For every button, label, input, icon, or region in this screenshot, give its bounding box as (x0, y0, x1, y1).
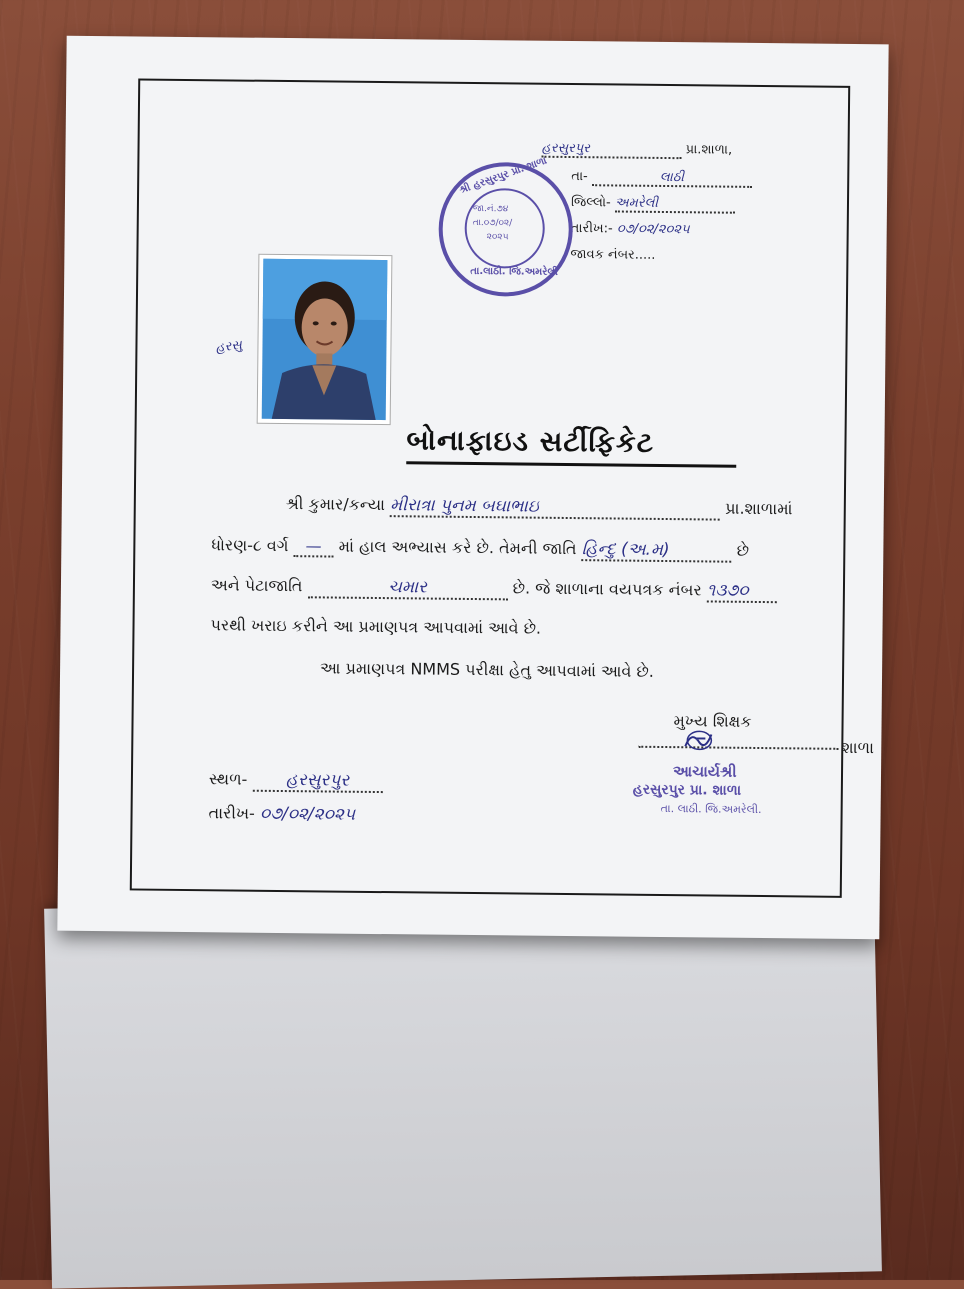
caste-value: હિન્દુ (અ.મ) (582, 539, 732, 563)
taluka-line (571, 169, 752, 188)
certificate-title: બોનાફાઇડ સર્ટીફિકેટ (406, 423, 655, 459)
head-teacher-title: મુખ્ય શિક્ષક (673, 711, 752, 731)
head-teacher-signature (681, 728, 721, 752)
studying-text: માં હાલ અભ્યાસ કરે છે. તેમની જાતિ (338, 536, 577, 559)
stamp-ring-top-text: શ્રી હરસુરપુર પ્રા. શાળા (458, 155, 549, 197)
body-line-5: આ પ્રમાણપત્ર NMMS પરીક્ષા હેતુ આપવામાં આવે છે. (320, 658, 655, 681)
student-photo-image (258, 255, 392, 424)
paper-lower-fold (44, 891, 882, 1288)
taluka-label: તા- (571, 169, 588, 185)
photo-attestation-signature: હરસુ (214, 337, 243, 357)
taluka-value: લાઠી (592, 169, 752, 188)
outward-number-line: જાવક નંબર..... (570, 247, 656, 263)
body-line-1 (286, 494, 793, 521)
stamp-ring-bottom-text: તા.લાઠી. જિ.અમરેલી (470, 265, 558, 278)
subcaste-label: અને પેટાજાતિ (210, 575, 303, 596)
certificate-paper (57, 36, 888, 940)
student-name-value: મીરાત્રા પુનમ બઘાભાઇ (390, 495, 720, 520)
principal-stamp-line2: હરસુરપુર પ્રા. શાળા (632, 781, 742, 799)
footer-date-label: તારીખ- (208, 803, 255, 823)
certificate-border (130, 78, 875, 897)
student-photo (257, 254, 393, 425)
footer-date-value: ૦૭/૦૨/૨૦૨૫ (259, 803, 356, 825)
district-value: અમરેલી (615, 195, 735, 213)
subcaste-value: ચમાર (307, 576, 507, 600)
place-value: હરસુરપુર (252, 770, 382, 793)
student-label: શ્રી કુમાર/કન્યા (285, 494, 386, 515)
body-line-2 (211, 535, 749, 563)
date-value: ૦૭/૦૨/૨૦૨૫ (616, 221, 690, 238)
body-line-3 (211, 575, 777, 603)
school-round-stamp (438, 155, 573, 297)
place-line (209, 769, 383, 793)
signature-dotted-line (638, 746, 838, 750)
place-label: સ્થળ- (208, 769, 248, 789)
district-line (571, 195, 735, 214)
school-suffix: પ્રા.શાળા, (685, 142, 733, 158)
register-number-value: ૧૩૭૦ (707, 580, 777, 603)
line2-suffix: છે (736, 540, 750, 560)
date-line (571, 221, 690, 237)
school-label: પ્રા.શાળામાં (725, 498, 793, 519)
stamp-center-line2: તા.૦૭/૦૨/ (472, 217, 513, 229)
register-text: છે. જે શાળાના વયપત્રક નંબર (512, 578, 702, 600)
signature-school-suffix: શાળા (841, 737, 875, 758)
title-underline (406, 461, 736, 467)
date-label: તારીખ:- (570, 221, 613, 237)
stamp-center-line1: જા.નં.૭૪ (472, 203, 509, 215)
school-name-value: હરસુરપુર (541, 141, 681, 159)
district-label: જિલ્લો- (570, 195, 611, 211)
principal-stamp-line1: આચાર્યશ્રી (672, 762, 737, 781)
school-name-line (541, 141, 732, 160)
footer-date-line (208, 803, 355, 825)
division-value: — (293, 536, 333, 557)
body-line-4: પરથી ખરાઇ કરીને આ પ્રમાણપત્ર આપવામાં આવે છે. (210, 615, 542, 638)
standard-label: ધોરણ-૮ વર્ગ (211, 535, 289, 556)
stamp-center-line3: ૨૦૨૫ (486, 232, 509, 243)
principal-stamp-line3: તા. લાઠી. જિ.અમરેલી. (660, 801, 762, 817)
